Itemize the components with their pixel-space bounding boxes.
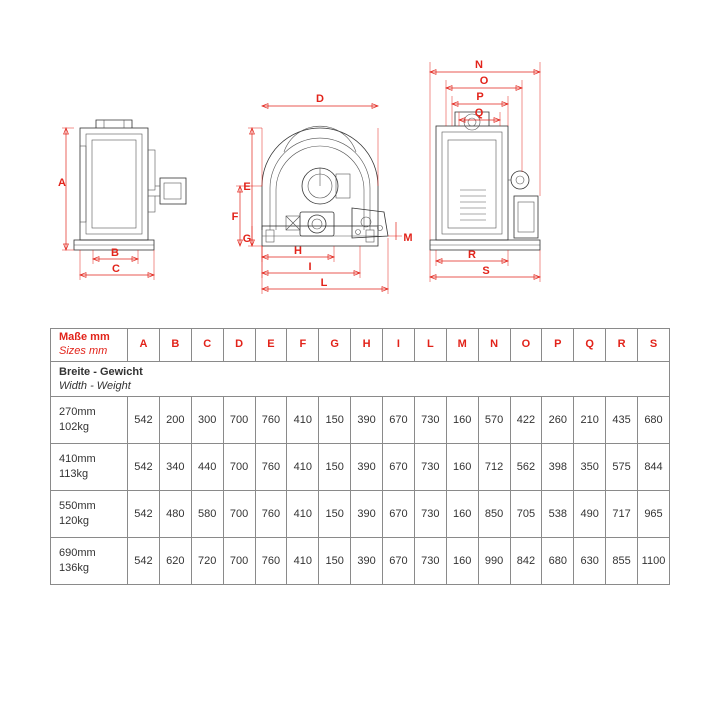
table-cell: 575 <box>606 444 638 491</box>
table-header-col-i: I <box>383 329 415 362</box>
dim-label-G: G <box>242 233 252 245</box>
header-units-en: Sizes mm <box>59 345 108 357</box>
table-header-col-r: R <box>606 329 638 362</box>
table-cell: 680 <box>638 397 670 444</box>
table-cell: 730 <box>414 444 446 491</box>
table-header-col-e: E <box>255 329 287 362</box>
table-cell: 340 <box>159 444 191 491</box>
table-cell: 150 <box>319 491 351 538</box>
dim-label-M: M <box>403 232 413 244</box>
table-cell: 580 <box>191 491 223 538</box>
row-weight: 136kg <box>59 562 89 574</box>
row-size: 410mm <box>59 453 96 466</box>
group-title-de: Breite - Gewicht <box>59 365 143 378</box>
table-row-label <box>51 444 128 491</box>
table-row <box>51 538 670 585</box>
table-cell: 990 <box>478 538 510 585</box>
dim-label-P: P <box>476 91 484 103</box>
table-header-row <box>51 329 670 362</box>
dim-label-Q: Q <box>474 107 484 119</box>
table-cell: 855 <box>606 538 638 585</box>
table-cell: 700 <box>223 491 255 538</box>
table-header-col-q: Q <box>574 329 606 362</box>
drawings-svg <box>0 0 720 320</box>
table-cell: 730 <box>414 491 446 538</box>
table-cell: 700 <box>223 538 255 585</box>
table-cell: 150 <box>319 444 351 491</box>
table-cell: 410 <box>287 444 319 491</box>
table-cell: 700 <box>223 397 255 444</box>
table-header-col-b: B <box>159 329 191 362</box>
table-cell: 730 <box>414 538 446 585</box>
table-cell: 538 <box>542 491 574 538</box>
row-weight: 102kg <box>59 421 89 433</box>
spec-table-wrapper <box>50 328 670 585</box>
table-header-col-l: L <box>414 329 446 362</box>
table-cell: 542 <box>128 444 160 491</box>
table-cell: 410 <box>287 397 319 444</box>
table-cell: 1100 <box>638 538 670 585</box>
table-cell: 705 <box>510 491 542 538</box>
table-cell: 562 <box>510 444 542 491</box>
table-cell: 150 <box>319 397 351 444</box>
table-group-row <box>51 362 670 397</box>
table-cell: 542 <box>128 491 160 538</box>
dim-label-L: L <box>320 277 328 289</box>
table-cell: 390 <box>351 397 383 444</box>
table-cell: 670 <box>383 397 415 444</box>
table-cell: 490 <box>574 491 606 538</box>
row-size: 690mm <box>59 547 96 560</box>
right-side-view <box>430 59 540 282</box>
table-cell: 160 <box>446 397 478 444</box>
front-view <box>232 93 413 294</box>
table-cell: 160 <box>446 538 478 585</box>
dim-label-N: N <box>475 59 483 71</box>
table-cell: 422 <box>510 397 542 444</box>
table-cell: 570 <box>478 397 510 444</box>
row-size: 550mm <box>59 500 96 513</box>
table-cell: 390 <box>351 538 383 585</box>
table-row <box>51 397 670 444</box>
dim-label-D: D <box>316 93 324 105</box>
left-side-view <box>58 120 186 280</box>
table-header-col-n: N <box>478 329 510 362</box>
table-cell: 760 <box>255 491 287 538</box>
table-header-col-c: C <box>191 329 223 362</box>
table-cell: 620 <box>159 538 191 585</box>
table-cell: 730 <box>414 397 446 444</box>
table-cell: 390 <box>351 491 383 538</box>
table-cell: 200 <box>159 397 191 444</box>
spec-table <box>50 328 670 585</box>
table-cell: 410 <box>287 538 319 585</box>
row-weight: 120kg <box>59 515 89 527</box>
dim-label-S: S <box>482 265 490 277</box>
table-cell: 440 <box>191 444 223 491</box>
table-cell: 842 <box>510 538 542 585</box>
dim-label-B: B <box>111 247 119 259</box>
table-header-col-d: D <box>223 329 255 362</box>
table-header-col-m: M <box>446 329 478 362</box>
table-cell: 150 <box>319 538 351 585</box>
dim-label-I: I <box>308 261 312 273</box>
table-cell: 435 <box>606 397 638 444</box>
table-cell: 717 <box>606 491 638 538</box>
dim-label-H: H <box>294 245 302 257</box>
table-header-col-a: A <box>128 329 160 362</box>
table-cell: 160 <box>446 491 478 538</box>
table-header-col-s: S <box>638 329 670 362</box>
table-row <box>51 491 670 538</box>
table-row-label <box>51 397 128 444</box>
table-cell: 210 <box>574 397 606 444</box>
dim-label-A: A <box>58 177 66 189</box>
table-cell: 760 <box>255 444 287 491</box>
table-cell: 844 <box>638 444 670 491</box>
table-header-units-cell <box>51 329 128 362</box>
table-cell: 720 <box>191 538 223 585</box>
table-cell: 680 <box>542 538 574 585</box>
table-cell: 350 <box>574 444 606 491</box>
table-cell: 480 <box>159 491 191 538</box>
table-cell: 398 <box>542 444 574 491</box>
table-cell: 410 <box>287 491 319 538</box>
row-weight: 113kg <box>59 468 89 480</box>
dim-label-E: E <box>243 181 251 193</box>
table-cell: 390 <box>351 444 383 491</box>
table-cell: 630 <box>574 538 606 585</box>
table-cell: 160 <box>446 444 478 491</box>
table-header-col-p: P <box>542 329 574 362</box>
drawing-area <box>0 0 720 320</box>
row-size: 270mm <box>59 406 96 419</box>
dim-label-O: O <box>479 75 489 87</box>
table-cell: 300 <box>191 397 223 444</box>
table-cell: 712 <box>478 444 510 491</box>
dim-label-F: F <box>231 211 239 223</box>
table-cell: 260 <box>542 397 574 444</box>
table-header-col-o: O <box>510 329 542 362</box>
dim-label-C: C <box>112 263 120 275</box>
table-cell: 700 <box>223 444 255 491</box>
header-units-de: Maße mm <box>59 331 110 344</box>
table-header-col-g: G <box>319 329 351 362</box>
dim-label-R: R <box>468 249 476 261</box>
table-row-label <box>51 538 128 585</box>
table-cell: 542 <box>128 538 160 585</box>
group-title-en: Width - Weight <box>59 380 131 392</box>
table-header-col-f: F <box>287 329 319 362</box>
table-cell: 542 <box>128 397 160 444</box>
table-row-label <box>51 491 128 538</box>
table-cell: 670 <box>383 444 415 491</box>
table-cell: 965 <box>638 491 670 538</box>
table-cell: 670 <box>383 491 415 538</box>
table-cell: 760 <box>255 538 287 585</box>
table-row <box>51 444 670 491</box>
table-cell: 760 <box>255 397 287 444</box>
table-header-col-h: H <box>351 329 383 362</box>
table-group-title-cell <box>51 362 670 397</box>
table-cell: 670 <box>383 538 415 585</box>
table-cell: 850 <box>478 491 510 538</box>
